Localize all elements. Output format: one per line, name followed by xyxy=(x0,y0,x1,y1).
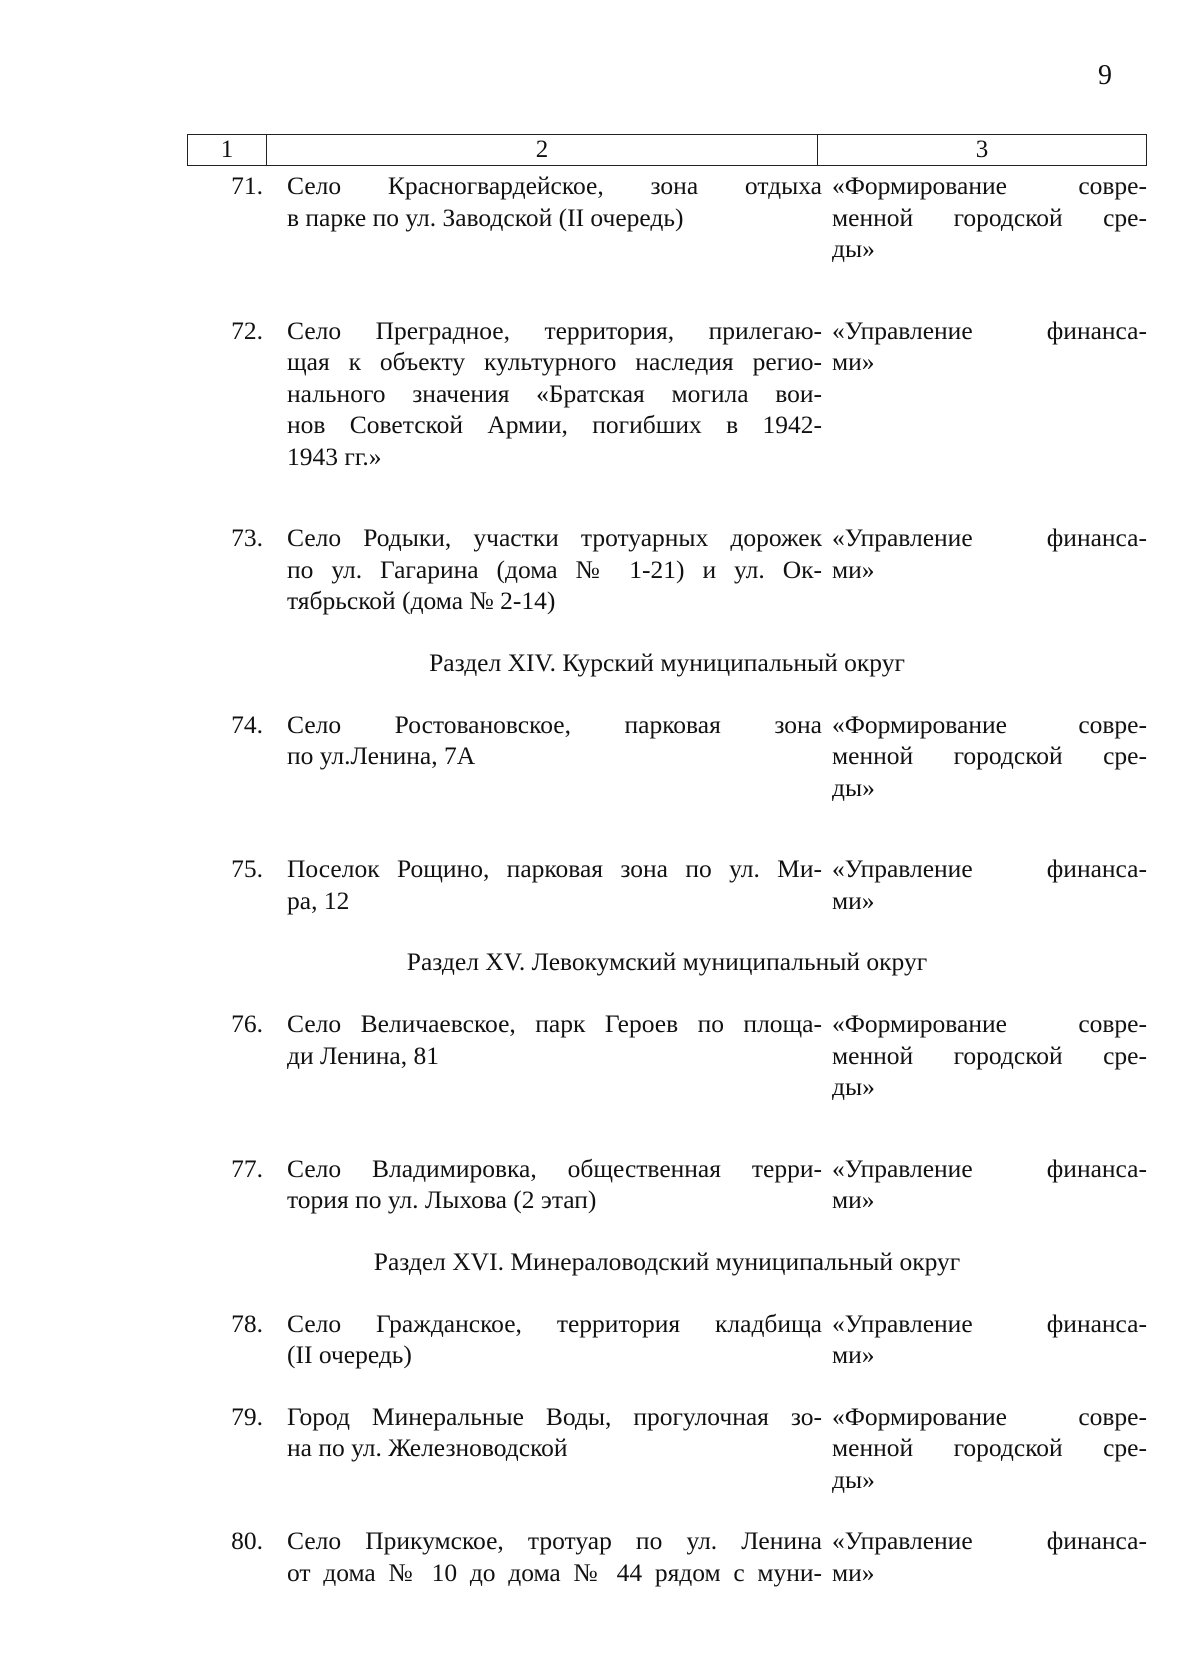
header-col-1: 1 xyxy=(188,135,267,166)
text-line: Село Прикумское, тротуар по ул. Ленина xyxy=(287,1526,822,1555)
text-line: ды» xyxy=(832,234,875,263)
program-name xyxy=(832,1153,1147,1216)
program-name xyxy=(832,170,1147,265)
text-line: Село Преградное, территория, прилегаю- xyxy=(287,315,822,345)
text-line: Село Красногвардейское, зона отдыха xyxy=(287,171,822,200)
program-name xyxy=(832,1308,1147,1371)
text-line: в парке по ул. Заводской (II очередь) xyxy=(287,202,684,232)
program-name xyxy=(832,315,1147,378)
row-number: 77. xyxy=(231,1153,263,1183)
text-line: менной городской сре- xyxy=(832,1433,1147,1462)
table-row xyxy=(187,1153,1147,1216)
text-line: ды» xyxy=(832,1072,875,1101)
text-line: Село Гражданское, территория кладбища xyxy=(287,1308,822,1338)
text-line: «Управление финанса- xyxy=(832,1526,1147,1555)
text-line: нального значения «Братская могила вои- xyxy=(287,378,822,408)
program-name xyxy=(832,853,1147,916)
header-col-3: 3 xyxy=(818,135,1147,166)
row-number: 80. xyxy=(231,1526,263,1555)
text-line: на по ул. Железноводской xyxy=(287,1433,568,1462)
text-line: «Формирование совре- xyxy=(832,171,1147,200)
text-line: «Управление финанса- xyxy=(832,315,1147,345)
text-line: «Управление финанса- xyxy=(832,854,1147,883)
object-description xyxy=(287,1008,822,1071)
text-line: ды» xyxy=(832,772,875,802)
text-line: «Управление финанса- xyxy=(832,523,1147,552)
table-row xyxy=(187,522,1147,617)
text-line: «Управление финанса- xyxy=(832,1308,1147,1338)
row-number: 75. xyxy=(231,854,263,883)
table-header xyxy=(187,134,1147,166)
object-description xyxy=(287,1308,822,1371)
table-row xyxy=(187,1525,1147,1588)
text-line: Село Ростовановское, парковая зона xyxy=(287,709,822,739)
section-heading: Раздел XIV. Курский муниципальный округ xyxy=(429,647,905,677)
text-line: менной городской сре- xyxy=(832,1040,1147,1070)
program-name xyxy=(832,1525,1147,1588)
text-line: нов Советской Армии, погибших в 1942- xyxy=(287,410,822,439)
section-heading: Раздел XVI. Минераловодский муниципальный округ xyxy=(373,1246,961,1276)
object-description xyxy=(287,853,822,916)
text-line: Село Величаевское, парк Героев по площа- xyxy=(287,1009,822,1038)
text-line: Село Родыки, участки тротуарных дорожек xyxy=(287,523,822,552)
object-description xyxy=(287,1401,822,1464)
text-line: по ул. Гагарина (дома № 1-21) и ул. Ок- xyxy=(287,554,822,584)
text-line: «Формирование совре- xyxy=(832,709,1147,739)
text-line: ды» xyxy=(832,1464,875,1494)
text-line: «Управление финанса- xyxy=(832,1153,1147,1183)
row-number: 72. xyxy=(231,315,263,345)
row-number: 79. xyxy=(231,1401,263,1431)
text-line: (II очередь) xyxy=(287,1340,412,1369)
table-row xyxy=(187,1308,1147,1371)
object-description xyxy=(287,315,822,473)
text-line: Поселок Рощино, парковая зона по ул. Ми- xyxy=(287,854,822,883)
text-line: ми» xyxy=(832,1557,875,1587)
text-line: «Формирование совре- xyxy=(832,1009,1147,1038)
program-name xyxy=(832,709,1147,804)
text-line: щая к объекту культурного наследия регио- xyxy=(287,347,822,376)
text-line: ми» xyxy=(832,347,875,376)
program-name xyxy=(832,1401,1147,1496)
text-line: Село Владимировка, общественная терри- xyxy=(287,1153,822,1183)
table-row xyxy=(187,170,1147,265)
program-name xyxy=(832,1008,1147,1103)
text-line: от дома № 10 до дома № 44 рядом с муни- xyxy=(287,1557,822,1587)
text-line: менной городской сре- xyxy=(832,741,1147,770)
text-line: ми» xyxy=(832,554,875,584)
table-row xyxy=(187,853,1147,916)
text-line: ми» xyxy=(832,885,875,915)
row-number: 73. xyxy=(231,523,263,552)
text-line: ми» xyxy=(832,1340,875,1369)
text-line: тория по ул. Лыхова (2 этап) xyxy=(287,1185,597,1214)
document-body xyxy=(187,170,1147,1588)
table-row xyxy=(187,709,1147,804)
object-description xyxy=(287,1525,822,1588)
program-name xyxy=(832,522,1147,585)
object-description xyxy=(287,522,822,617)
text-line: ра, 12 xyxy=(287,885,350,915)
text-line: тябрьской (дома № 2-14) xyxy=(287,586,556,615)
text-line: ми» xyxy=(832,1185,875,1214)
table-row xyxy=(187,1008,1147,1103)
text-line: Город Минеральные Воды, прогулочная зо- xyxy=(287,1401,822,1431)
object-description xyxy=(287,709,822,772)
text-line: менной городской сре- xyxy=(832,202,1147,232)
row-number: 76. xyxy=(231,1009,263,1038)
page-number: 9 xyxy=(1098,60,1112,91)
header-col-2: 2 xyxy=(267,135,818,166)
object-description xyxy=(287,170,822,233)
table-row xyxy=(187,1401,1147,1496)
row-number: 74. xyxy=(231,709,263,739)
text-line: ди Ленина, 81 xyxy=(287,1040,439,1070)
object-description xyxy=(287,1153,822,1216)
row-number: 71. xyxy=(231,171,263,200)
table-row xyxy=(187,315,1147,473)
text-line: 1943 гг.» xyxy=(287,441,382,471)
section-heading: Раздел XV. Левокумский муниципальный округ xyxy=(406,947,928,976)
text-line: по ул.Ленина, 7А xyxy=(287,741,476,770)
text-line: «Формирование совре- xyxy=(832,1401,1147,1431)
row-number: 78. xyxy=(231,1308,263,1338)
